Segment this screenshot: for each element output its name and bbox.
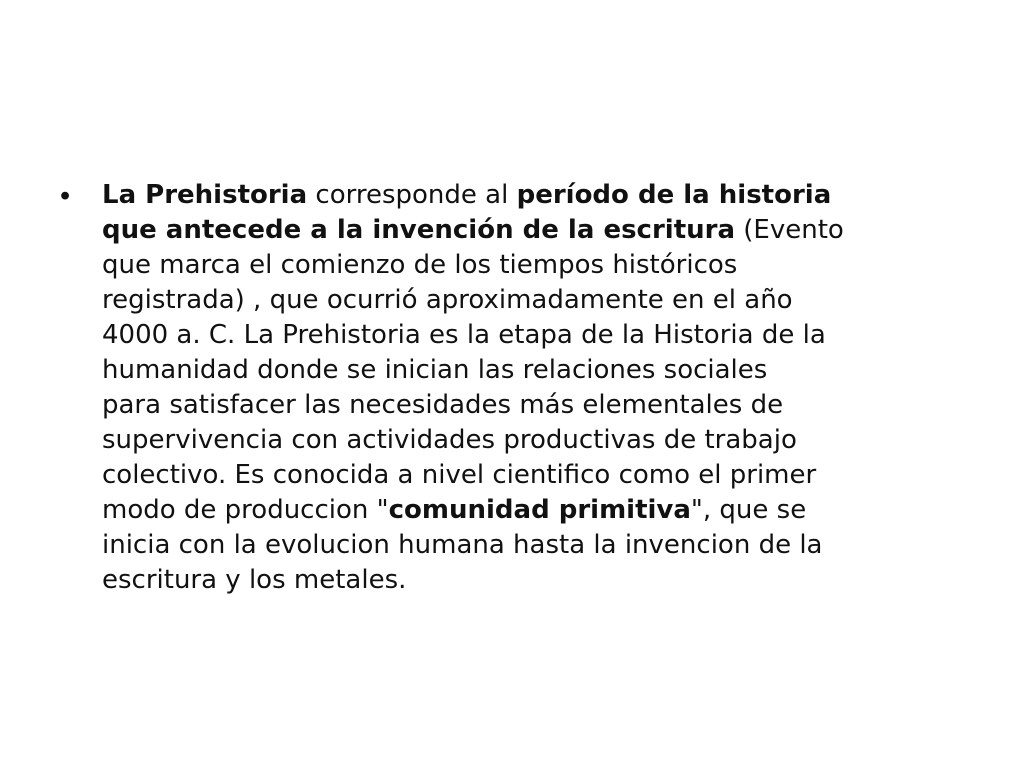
text-segment: para satisfacer las necesidades más elementales de bbox=[102, 390, 784, 420]
paragraph-line bbox=[102, 423, 960, 458]
bold-text-segment: La Prehistoria bbox=[102, 180, 308, 210]
bullet-item bbox=[60, 178, 960, 598]
paragraph-line bbox=[102, 353, 960, 388]
paragraph-line bbox=[102, 248, 960, 283]
bold-text-segment: que antecede a la invención de la escritura bbox=[102, 215, 736, 245]
paragraph-line bbox=[102, 283, 960, 318]
paragraph-line bbox=[102, 178, 960, 213]
text-segment: 4000 a. C. La Prehistoria es la etapa de la Historia de la bbox=[102, 320, 826, 350]
paragraph-line bbox=[102, 213, 960, 248]
text-segment: corresponde al bbox=[307, 180, 517, 210]
bullet-paragraph bbox=[102, 178, 960, 598]
bullet-marker: • bbox=[60, 180, 71, 212]
text-segment: que marca el comienzo de los tiempos históricos bbox=[102, 250, 738, 280]
text-segment: ", que se bbox=[690, 495, 807, 525]
slide-body bbox=[60, 178, 960, 598]
paragraph-line bbox=[102, 528, 960, 563]
text-segment: modo de produccion " bbox=[102, 495, 389, 525]
bold-text-segment: comunidad primitiva bbox=[388, 495, 691, 525]
paragraph-line bbox=[102, 318, 960, 353]
bold-text-segment: período de la historia bbox=[516, 180, 832, 210]
text-segment: (Evento bbox=[735, 215, 844, 245]
paragraph-line bbox=[102, 458, 960, 493]
text-segment: escritura y los metales. bbox=[102, 565, 407, 595]
paragraph-line bbox=[102, 493, 960, 528]
paragraph-line bbox=[102, 563, 960, 598]
text-segment: registrada) , que ocurrió aproximadamente en el año bbox=[102, 285, 793, 315]
text-segment: supervivencia con actividades productivas de trabajo bbox=[102, 425, 797, 455]
text-segment: inicia con la evolucion humana hasta la invencion de la bbox=[102, 530, 823, 560]
text-segment: colectivo. Es conocida a nivel cientifico como el primer bbox=[102, 460, 817, 490]
paragraph-line bbox=[102, 388, 960, 423]
text-segment: humanidad donde se inician las relaciones sociales bbox=[102, 355, 768, 385]
